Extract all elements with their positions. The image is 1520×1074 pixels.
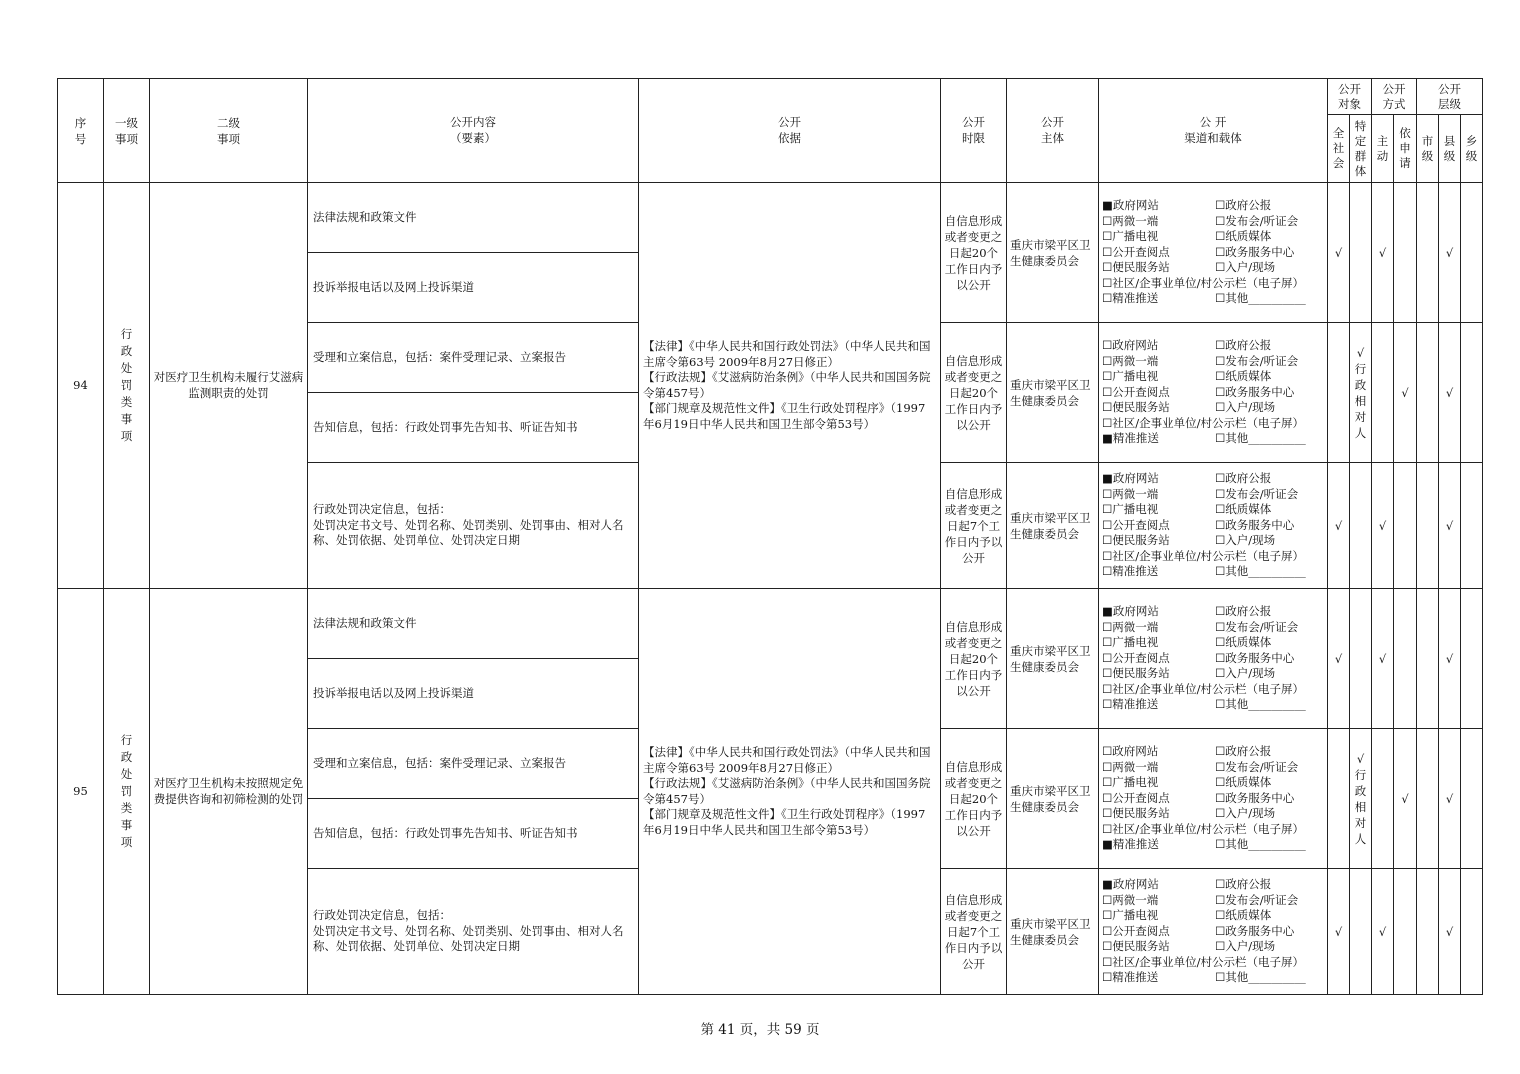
check-town [1461, 463, 1483, 589]
header-level1: 一级事项 [104, 79, 150, 183]
check-mark: √ [1378, 245, 1387, 260]
content-cell [308, 393, 639, 463]
check-active [1372, 589, 1394, 729]
channel-option: ☐入户/现场 [1215, 533, 1276, 548]
channel-option: ■政府网站 [1102, 198, 1159, 213]
level1-cell [104, 183, 150, 589]
channel-row [1102, 620, 1324, 636]
check-mark: √行政相对人 [1354, 751, 1367, 846]
content-text: 法律法规和政策文件 [313, 209, 417, 224]
channel-option: ☐精准推送 [1102, 564, 1159, 579]
channel-option: ☐政府公报 [1215, 604, 1272, 619]
channel-row [1102, 549, 1324, 565]
channel-option: ☐政务服务中心 [1215, 650, 1295, 665]
channel-option: ☐两微一端 [1102, 353, 1159, 368]
check-all [1328, 463, 1350, 589]
channel-option: ☐发布会/听证会 [1215, 486, 1299, 501]
basis-cell [639, 589, 941, 995]
channel-option: ☐两微一端 [1102, 892, 1159, 907]
check-active [1372, 463, 1394, 589]
channel-option: ☐纸质媒体 [1215, 775, 1272, 790]
channel-row [1102, 697, 1324, 713]
channel-option: ☐入户/现场 [1215, 666, 1276, 681]
check-active [1372, 729, 1394, 869]
level2-cell: 对医疗卫生机构未按照规定免费提供咨询和初筛检测的处罚 [150, 589, 308, 995]
content-text: 投诉举报电话以及网上投诉渠道 [313, 279, 474, 294]
check-mark: √ [1445, 924, 1454, 939]
table-row [58, 183, 1483, 253]
channel-row [1102, 651, 1324, 667]
header-specific-group: 特定群体 [1350, 115, 1372, 183]
channel-option: ☐发布会/听证会 [1215, 759, 1299, 774]
check-specific [1350, 463, 1372, 589]
channel-row [1102, 564, 1324, 580]
table-row [58, 589, 1483, 659]
channel-row [1102, 666, 1324, 682]
channel-option: ■精准推送 [1102, 431, 1159, 446]
channel-option: ☐政府网站 [1102, 744, 1159, 759]
channel-row [1102, 214, 1324, 230]
channel-row [1102, 260, 1324, 276]
header-city: 市级 [1417, 115, 1439, 183]
check-county [1439, 463, 1461, 589]
content-text: 行政处罚决定信息，包括： 处罚决定书文号、处罚名称、处罚类别、处罚事由、相对人名称、处罚依据、处罚单位、处罚决定日期 [313, 908, 624, 954]
channel-option: ☐政务服务中心 [1215, 384, 1295, 399]
check-mark: √ [1334, 924, 1343, 939]
check-mark: √ [1401, 385, 1409, 400]
subject-cell: 重庆市梁平区卫生健康委员会 [1007, 869, 1099, 995]
check-active [1372, 183, 1394, 323]
channel-option: ☐公开查阅点 [1102, 650, 1170, 665]
header-township: 乡级 [1461, 115, 1483, 183]
channel-row [1102, 518, 1324, 534]
content-text: 告知信息，包括：行政处罚事先告知书、听证告知书 [313, 419, 578, 434]
basis-item: 【法律】《中华人民共和国行政处罚法》（中华人民共和国主席令第63号 2009年8月27日修正） [643, 745, 931, 775]
level1-text: 行政处罚类事项 [120, 327, 133, 443]
channel-option: ☐社区/企事业单位/村公示栏（电子屏） [1102, 275, 1305, 290]
header-level-group: 公开层级 [1417, 79, 1483, 115]
check-county [1439, 323, 1461, 463]
header-basis: 公开 依据 [639, 79, 941, 183]
check-specific [1350, 729, 1372, 869]
check-request [1394, 869, 1417, 995]
check-mark: √ [1378, 651, 1387, 666]
level2-cell: 对医疗卫生机构未履行艾滋病监测职责的处罚 [150, 183, 308, 589]
check-mark: √行政相对人 [1354, 345, 1367, 440]
disclosure-table [57, 78, 1483, 995]
basis-item: 【部门规章及规范性文件】《卫生行政处罚程序》（1997年6月19日中华人民共和国卫生部令第53号） [643, 401, 926, 431]
channel-option: ☐便民服务站 [1102, 939, 1170, 954]
header-method-group: 公开方式 [1372, 79, 1417, 115]
channel-option: ☐广播电视 [1102, 908, 1159, 923]
channel-option: ☐精准推送 [1102, 970, 1159, 985]
time-cell: 自信息形成或者变更之日起20个工作日内予以公开 [941, 183, 1007, 323]
time-cell: 自信息形成或者变更之日起20个工作日内予以公开 [941, 729, 1007, 869]
channel-option: ☐便民服务站 [1102, 260, 1170, 275]
content-cell [308, 659, 639, 729]
content-cell [308, 463, 639, 589]
channel-option: ☐发布会/听证会 [1215, 353, 1299, 368]
check-town [1461, 729, 1483, 869]
check-mark: √ [1378, 518, 1387, 533]
channel-row [1102, 338, 1324, 354]
check-active [1372, 323, 1394, 463]
channel-row [1102, 400, 1324, 416]
check-mark: √ [1334, 518, 1343, 533]
check-mark: √ [1334, 245, 1343, 260]
channel-option: ☐广播电视 [1102, 775, 1159, 790]
basis-item: 【行政法规】《艾滋病防治条例》（中华人民共和国国务院令第457号） [643, 370, 931, 400]
channel-option: ☐公开查阅点 [1102, 923, 1170, 938]
channel-option: ☐公开查阅点 [1102, 244, 1170, 259]
channel-cell [1099, 589, 1328, 729]
channel-row [1102, 229, 1324, 245]
channel-option: ■政府网站 [1102, 877, 1159, 892]
check-county [1439, 589, 1461, 729]
check-request [1394, 183, 1417, 323]
check-city [1417, 463, 1439, 589]
check-town [1461, 323, 1483, 463]
channel-row [1102, 837, 1324, 853]
channel-option: ☐发布会/听证会 [1215, 892, 1299, 907]
channel-option: ☐发布会/听证会 [1215, 619, 1299, 634]
channel-option: ☐公开查阅点 [1102, 790, 1170, 805]
channel-cell [1099, 869, 1328, 995]
channel-option: ☐入户/现场 [1215, 400, 1276, 415]
channel-option: ■精准推送 [1102, 837, 1159, 852]
channel-option: ☐精准推送 [1102, 291, 1159, 306]
channel-option: ☐社区/企事业单位/村公示栏（电子屏） [1102, 954, 1305, 969]
basis-item: 【法律】《中华人民共和国行政处罚法》（中华人民共和国主席令第63号 2009年8月27日修正） [643, 339, 931, 369]
channel-option: ☐社区/企事业单位/村公示栏（电子屏） [1102, 681, 1305, 696]
header-channel: 公 开 渠道和载体 [1099, 79, 1328, 183]
check-all [1328, 589, 1350, 729]
content-text: 告知信息，包括：行政处罚事先告知书、听证告知书 [313, 825, 578, 840]
subject-cell: 重庆市梁平区卫生健康委员会 [1007, 323, 1099, 463]
time-cell: 自信息形成或者变更之日起7个工作日内予以公开 [941, 869, 1007, 995]
check-county [1439, 729, 1461, 869]
channel-option: ☐两微一端 [1102, 486, 1159, 501]
channel-row [1102, 385, 1324, 401]
header-seq: 序号 [58, 79, 104, 183]
channel-option: ☐政府公报 [1215, 744, 1272, 759]
header-all-society: 全社会 [1328, 115, 1350, 183]
check-specific [1350, 183, 1372, 323]
channel-option: ☐广播电视 [1102, 229, 1159, 244]
channel-option: ☐政府公报 [1215, 877, 1272, 892]
channel-option: ☐社区/企事业单位/村公示栏（电子屏） [1102, 821, 1305, 836]
check-town [1461, 869, 1483, 995]
header-subject: 公开 主体 [1007, 79, 1099, 183]
header-county: 县级 [1439, 115, 1461, 183]
header-target-group: 公开对象 [1328, 79, 1372, 115]
channel-option: ☐政府网站 [1102, 338, 1159, 353]
basis-item: 【行政法规】《艾滋病防治条例》（中华人民共和国国务院令第457号） [643, 776, 931, 806]
check-city [1417, 869, 1439, 995]
check-active [1372, 869, 1394, 995]
channel-option: ☐政务服务中心 [1215, 923, 1295, 938]
content-cell [308, 869, 639, 995]
channel-cell [1099, 183, 1328, 323]
check-request [1394, 463, 1417, 589]
channel-option: ☐其他__________ [1215, 697, 1306, 712]
time-cell: 自信息形成或者变更之日起20个工作日内予以公开 [941, 589, 1007, 729]
channel-row [1102, 908, 1324, 924]
check-all [1328, 183, 1350, 323]
channel-row [1102, 775, 1324, 791]
channel-option: ☐广播电视 [1102, 635, 1159, 650]
channel-row [1102, 955, 1324, 971]
header-time: 公开 时限 [941, 79, 1007, 183]
content-cell [308, 183, 639, 253]
channel-option: ☐政务服务中心 [1215, 517, 1295, 532]
channel-option: ☐其他__________ [1215, 291, 1306, 306]
channel-row [1102, 276, 1324, 292]
channel-option: ☐纸质媒体 [1215, 369, 1272, 384]
check-all [1328, 323, 1350, 463]
channel-option: ☐政务服务中心 [1215, 790, 1295, 805]
level1-text: 行政处罚类事项 [120, 733, 133, 849]
content-text: 受理和立案信息，包括：案件受理记录、立案报告 [313, 349, 566, 364]
channel-option: ☐社区/企事业单位/村公示栏（电子屏） [1102, 548, 1305, 563]
check-specific [1350, 589, 1372, 729]
channel-row [1102, 533, 1324, 549]
channel-option: ☐政府公报 [1215, 471, 1272, 486]
channel-option: ☐社区/企事业单位/村公示栏（电子屏） [1102, 415, 1305, 430]
channel-row [1102, 939, 1324, 955]
channel-option: ☐便民服务站 [1102, 666, 1170, 681]
channel-option: ☐公开查阅点 [1102, 384, 1170, 399]
channel-cell [1099, 729, 1328, 869]
check-city [1417, 729, 1439, 869]
subject-cell: 重庆市梁平区卫生健康委员会 [1007, 589, 1099, 729]
check-mark: √ [1445, 791, 1454, 806]
channel-option: ☐入户/现场 [1215, 939, 1276, 954]
channel-row [1102, 635, 1324, 651]
header-on-request: 依申请 [1394, 115, 1417, 183]
channel-option: ☐入户/现场 [1215, 260, 1276, 275]
channel-row [1102, 369, 1324, 385]
content-text: 行政处罚决定信息，包括： 处罚决定书文号、处罚名称、处罚类别、处罚事由、相对人名称、处罚依据、处罚单位、处罚决定日期 [313, 502, 624, 548]
channel-row [1102, 682, 1324, 698]
content-text: 受理和立案信息，包括：案件受理记录、立案报告 [313, 755, 566, 770]
channel-option: ☐其他__________ [1215, 564, 1306, 579]
subject-cell: 重庆市梁平区卫生健康委员会 [1007, 183, 1099, 323]
channel-row [1102, 893, 1324, 909]
channel-row [1102, 924, 1324, 940]
content-text: 法律法规和政策文件 [313, 615, 417, 630]
channel-row [1102, 970, 1324, 986]
channel-option: ☐两微一端 [1102, 619, 1159, 634]
check-mark: √ [1445, 385, 1454, 400]
channel-cell [1099, 323, 1328, 463]
channel-row [1102, 487, 1324, 503]
check-city [1417, 323, 1439, 463]
check-all [1328, 869, 1350, 995]
check-county [1439, 183, 1461, 323]
header-content: 公开内容 （要素） [308, 79, 639, 183]
channel-row [1102, 291, 1324, 307]
channel-option: ☐政府公报 [1215, 198, 1272, 213]
content-cell [308, 799, 639, 869]
check-mark: √ [1334, 651, 1343, 666]
channel-row [1102, 744, 1324, 760]
content-cell [308, 729, 639, 799]
channel-row [1102, 245, 1324, 261]
channel-option: ☐政务服务中心 [1215, 244, 1295, 259]
seq-cell: 94 [58, 183, 104, 589]
level1-cell [104, 589, 150, 995]
time-cell: 自信息形成或者变更之日起7个工作日内予以公开 [941, 463, 1007, 589]
channel-option: ☐便民服务站 [1102, 806, 1170, 821]
channel-row [1102, 198, 1324, 214]
check-city [1417, 183, 1439, 323]
channel-option: ☐公开查阅点 [1102, 517, 1170, 532]
check-town [1461, 589, 1483, 729]
content-cell [308, 253, 639, 323]
check-city [1417, 589, 1439, 729]
check-request [1394, 729, 1417, 869]
channel-option: ☐其他__________ [1215, 837, 1306, 852]
channel-option: ☐便民服务站 [1102, 533, 1170, 548]
table-body [58, 183, 1483, 995]
header-active: 主动 [1372, 115, 1394, 183]
check-mark: √ [1445, 245, 1454, 260]
check-town [1461, 183, 1483, 323]
check-mark: √ [1445, 651, 1454, 666]
channel-row [1102, 760, 1324, 776]
content-cell [308, 589, 639, 659]
channel-option: ■政府网站 [1102, 471, 1159, 486]
channel-row [1102, 822, 1324, 838]
channel-option: ☐发布会/听证会 [1215, 213, 1299, 228]
check-specific [1350, 869, 1372, 995]
check-mark: √ [1378, 924, 1387, 939]
check-specific [1350, 323, 1372, 463]
channel-row [1102, 791, 1324, 807]
channel-option: ☐精准推送 [1102, 697, 1159, 712]
check-request [1394, 323, 1417, 463]
subject-cell: 重庆市梁平区卫生健康委员会 [1007, 463, 1099, 589]
channel-row [1102, 416, 1324, 432]
channel-row [1102, 806, 1324, 822]
channel-option: ■政府网站 [1102, 604, 1159, 619]
channel-option: ☐便民服务站 [1102, 400, 1170, 415]
basis-item: 【部门规章及规范性文件】《卫生行政处罚程序》（1997年6月19日中华人民共和国卫生部令第53号） [643, 807, 926, 837]
channel-option: ☐其他__________ [1215, 970, 1306, 985]
header-level2: 二级事项 [150, 79, 308, 183]
channel-option: ☐纸质媒体 [1215, 502, 1272, 517]
channel-option: ☐纸质媒体 [1215, 229, 1272, 244]
content-cell [308, 323, 639, 393]
channel-option: ☐广播电视 [1102, 502, 1159, 517]
channel-option: ☐纸质媒体 [1215, 635, 1272, 650]
channel-option: ☐两微一端 [1102, 213, 1159, 228]
subject-cell: 重庆市梁平区卫生健康委员会 [1007, 729, 1099, 869]
check-request [1394, 589, 1417, 729]
channel-row [1102, 354, 1324, 370]
channel-option: ☐广播电视 [1102, 369, 1159, 384]
channel-row [1102, 877, 1324, 893]
channel-option: ☐纸质媒体 [1215, 908, 1272, 923]
channel-row [1102, 431, 1324, 447]
channel-option: ☐其他__________ [1215, 431, 1306, 446]
page-footer: 第 41 页，共 59 页 [700, 1022, 820, 1038]
channel-option: ☐两微一端 [1102, 759, 1159, 774]
basis-cell [639, 183, 941, 589]
channel-row [1102, 604, 1324, 620]
channel-cell [1099, 463, 1328, 589]
time-cell: 自信息形成或者变更之日起20个工作日内予以公开 [941, 323, 1007, 463]
channel-row [1102, 502, 1324, 518]
channel-row [1102, 471, 1324, 487]
content-text: 投诉举报电话以及网上投诉渠道 [313, 685, 474, 700]
check-mark: √ [1401, 791, 1409, 806]
check-mark: √ [1445, 518, 1454, 533]
check-county [1439, 869, 1461, 995]
seq-cell: 95 [58, 589, 104, 995]
channel-option: ☐入户/现场 [1215, 806, 1276, 821]
check-all [1328, 729, 1350, 869]
channel-option: ☐政府公报 [1215, 338, 1272, 353]
